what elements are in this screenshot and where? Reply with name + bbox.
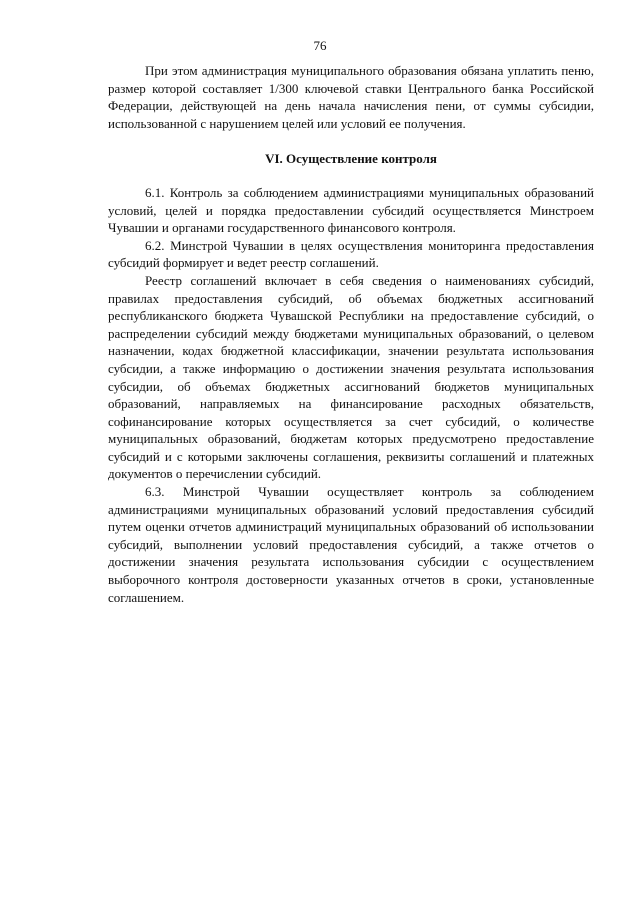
paragraph-registry: Реестр соглашений включает в себя сведения о наименованиях субсидий, правилах предоставления субсидий, об объемах бюджетных ассигнований республиканского бюджета Чувашской Республики на предоставление субсидий, о распределении субсидий между бюджетами муниципальных образований, о целевом назначении, кодах бюджетной классификации, значении результата использования субсидии, а также информацию о достижении значения результата использования субсидии, об объемах бюджетных ассигнований бюджетов муниципальных образований, направляемых на финансирование расходных обязательств, софинансирование которых осуществляется за счет субсидий, о количестве муниципальных образований, бюджетам которых предусмотрено предоставление субсидий и с которыми заключены соглашения, реквизиты соглашений и платежных документов о перечислении субсидий. bbox=[108, 272, 594, 482]
paragraph-6-3: 6.3. Минстрой Чувашии осуществляет контроль за соблюдением администрациями муниципальных образований условий предоставления субсидий путем оценки отчетов администраций муниципальных образований об использовании субсидий, выполнении условий предоставления субсидий, а также отчетов о достижении значения результата использования субсидии с осуществлением выборочного контроля достоверности указанных отчетов в сроки, установленные соглашением. bbox=[108, 484, 594, 605]
document-body bbox=[108, 62, 594, 606]
page-number: 76 bbox=[313, 38, 327, 53]
section-heading: VI. Осуществление контроля bbox=[265, 151, 437, 167]
paragraph-6-2: 6.2. Минстрой Чувашии в целях осуществления мониторинга предоставления субсидий формирует и ведет реестр соглашений. bbox=[108, 237, 594, 271]
intro-paragraph: При этом администрация муниципального образования обязана уплатить пеню, размер которой составляет 1/300 ключевой ставки Центрального банка Российской Федерации, действующей на день начала начисления пени, от суммы субсидии, использованной с нарушением целей или условий ее получения. bbox=[108, 63, 594, 131]
paragraph-6-1: 6.1. Контроль за соблюдением администрациями муниципальных образований условий, целей и порядка предоставлении субсидий осуществляется Минстроем Чувашии и органами государственного финансового контроля. bbox=[108, 184, 594, 236]
